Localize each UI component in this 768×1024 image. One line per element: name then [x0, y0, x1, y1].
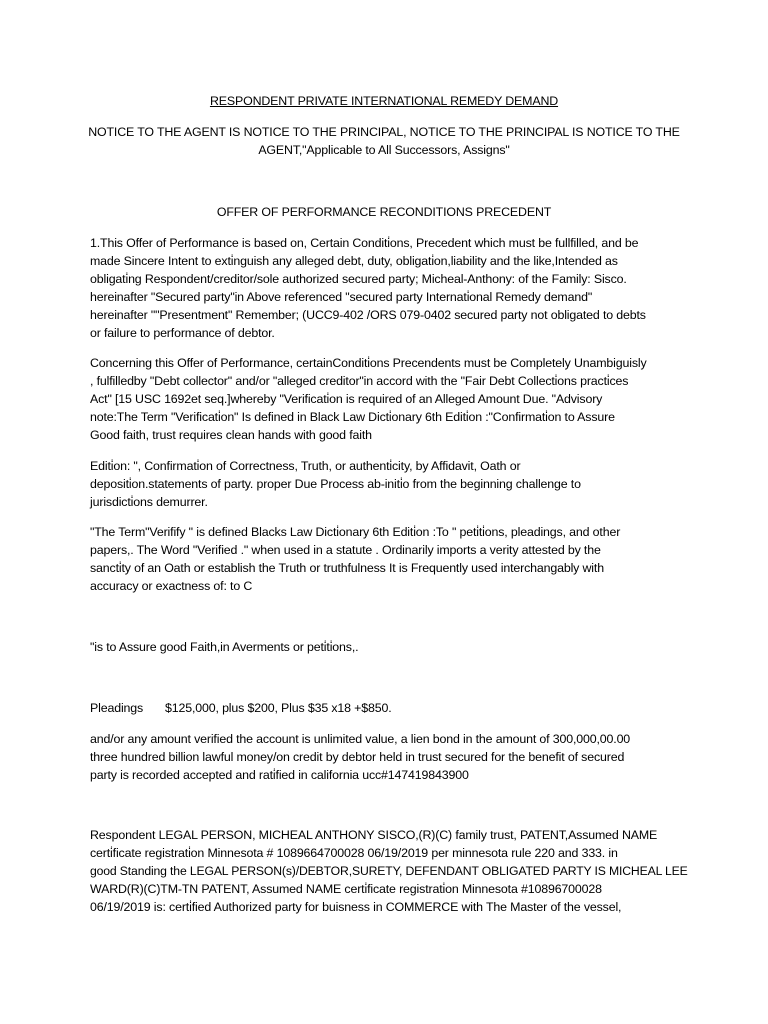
offer-heading: OFFER OF PERFORMANCE RECONDITIONS PRECEDENT	[216, 205, 552, 219]
para3-line: depositi̇on.statements of party. proper Due Process ab-initi̇o from the beginning challenge to	[90, 477, 581, 491]
para4-line: papers,. The Word "Verified ." when used in a statute . Ordinarily imports a verity attested by the	[90, 543, 601, 557]
para7-line: Respondent LEGAL PERSON, MICHEAL ANTHONY SISCO,(R)(C) family trust, PATENT,Assumed NAME	[90, 828, 658, 842]
para5-line: "is to Assure good Faith,in Averments or peti̇ti̇ons,.	[90, 640, 359, 654]
para2-line: Concerning this Offer of Performance, certainConditi̇ons Precendents must be Completely Unambiguisly	[90, 356, 647, 370]
pleadings-line	[90, 700, 392, 718]
para7-line: certi̇ficate registrati̇on Minnesota # 1089664700028 06/19/2019 per minnesota rule 220 and 333. in	[90, 846, 618, 860]
pleadings-amount: $125,000, plus $200, Plus $35 x18 +$850.	[165, 701, 392, 715]
para7-line: 06/19/2019 is: certi̇fied Authorized party for buisness in COMMERCE with The Master of the vessel,	[90, 900, 622, 914]
para2-line: Good faith, trust requires clean hands with good faith	[90, 428, 372, 442]
para4-line: "The Term"Verifify " is defined Blacks Law Dicti̇onary 6th Editi̇on :To " peti̇ti̇ons, pleadings, and other	[90, 525, 621, 539]
para6-line: and/or any amount verified the account is unlimited value, a lien bond in the amount of 300,000,00.00	[90, 732, 631, 746]
para1-line: hereinafter ""Presentment" Remember; (UCC9-402 /ORS 079-0402 secured party not obligated to debts	[90, 308, 646, 322]
para1-line: made Sincere Intent to exti̇nguish any alleged debt, duty, obligati̇on,liability and the like,Intended as	[90, 254, 618, 268]
para2-line: note:The Term "Verificati̇on" Is defined in Black Law Dicti̇onary 6th Editi̇on :"Confirmati̇on to Assure	[90, 410, 615, 424]
para1-line: 1.This Offer of Performance is based on, Certain Conditi̇ons, Precedent which must be fullfilled, and be	[90, 236, 639, 250]
para4-line: accuracy or exactness of: to C	[90, 579, 253, 593]
para7-line: WARD(R)(C)TM-TN PATENT, Assumed NAME certi̇ficate registrati̇on Minnesota #10896700028	[90, 882, 602, 896]
para3-line: jurisdicti̇ons demurrer.	[90, 495, 208, 509]
notice-line-1: NOTICE TO THE AGENT IS NOTICE TO THE PRINCIPAL, NOTICE TO THE PRINCIPAL IS NOTICE TO THE	[88, 125, 680, 139]
para4-line: sancti̇ty of an Oath or establish the Truth or truthfulness It is Frequently used interchangably with	[90, 561, 604, 575]
para2-line: Act" [15 USC 1692et seq.]whereby "Verificati̇on is required of an Alleged Amount Due. "Advisory	[90, 392, 603, 406]
notice-line-2: AGENT,"Applicable to All Successors, Assigns"	[258, 143, 510, 157]
para6-line: three hundred billion lawful money/on credit by debtor held in trust secured for the benefit of secured	[90, 750, 625, 764]
para7-line: good Standing the LEGAL PERSON(s)/DEBTOR,SURETY, DEFENDANT OBLIGATED PARTY IS MICHEAL LEE	[90, 864, 688, 878]
document-title: RESPONDENT PRIVATE INTERNATIONAL REMEDY DEMAND	[209, 94, 559, 108]
para2-line: , fulfilledby "Debt collector" and/or "alleged creditor"in accord with the "Fair Debt Collecti̇ons practi̇ces	[90, 374, 629, 388]
para1-line: or failure to performance of debtor.	[90, 326, 275, 340]
para3-line: Editi̇on: ", Confirmati̇on of Correctness, Truth, or authenti̇city, by Affidavit, Oath or	[90, 459, 521, 473]
para6-line: party is recorded accepted and rati̇fied in california ucc#147419843900	[90, 768, 469, 782]
pleadings-label: Pleadings	[90, 701, 144, 715]
para1-line: obligati̇ng Respondent/creditor/sole authorized secured party; Micheal-Anthony: of the Family: Sisco.	[90, 272, 627, 286]
para1-line: hereinafter "Secured party"in Above referenced "secured party Internati̇onal Remedy demand"	[90, 290, 593, 304]
